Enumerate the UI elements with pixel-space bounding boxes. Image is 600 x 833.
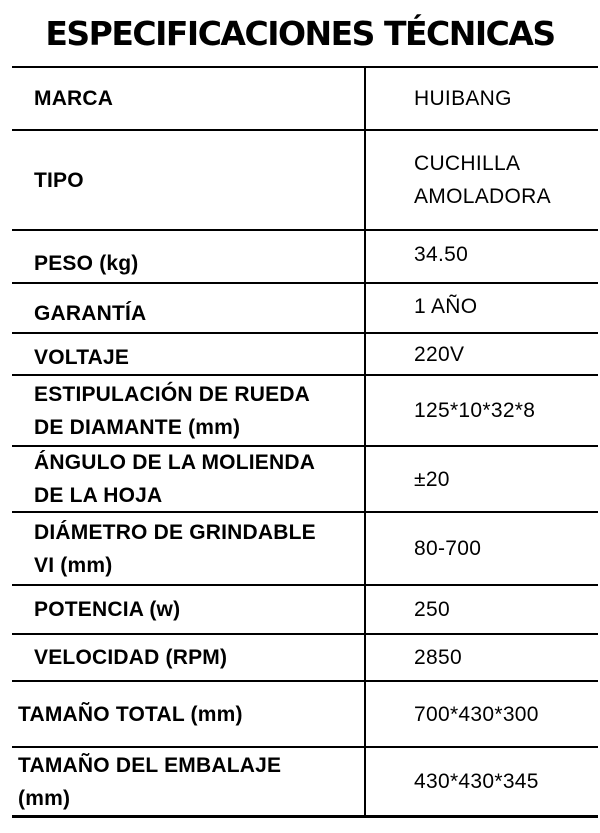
spec-label-angulo: ÁNGULO DE LA MOLIENDA DE LA HOJA xyxy=(34,451,316,507)
spec-label-garantia: GARANTÍA xyxy=(34,301,147,325)
spec-label-voltaje: VOLTAJE xyxy=(34,345,130,369)
spec-label-velocidad: VELOCIDAD (RPM) xyxy=(34,646,228,669)
spec-value-diametro: 80-700 xyxy=(414,537,482,560)
spec-value-tamano-total: 700*430*300 xyxy=(414,702,539,726)
spec-value-velocidad: 2850 xyxy=(414,646,462,669)
spec-label-tamano-total: TAMAÑO TOTAL (mm) xyxy=(18,702,243,726)
spec-value-tamano-embalaje: 430*430*345 xyxy=(414,770,539,793)
spec-label-estipulacion: ESTIPULACIÓN DE RUEDA DE DIAMANTE (mm) xyxy=(34,382,311,439)
spec-value-tipo: CUCHILLA AMOLADORA xyxy=(414,152,551,208)
spec-value-garantia: 1 AÑO xyxy=(414,294,478,318)
spec-label-tipo: TIPO xyxy=(34,168,84,192)
column-divider xyxy=(364,66,366,816)
spec-label-peso: PESO (kg) xyxy=(34,252,139,275)
spec-value-potencia: 250 xyxy=(414,598,450,621)
spec-label-potencia: POTENCIA (w) xyxy=(34,598,181,621)
spec-label-tamano-embalaje: TAMAÑO DEL EMBALAJE (mm) xyxy=(18,753,282,810)
page-title: ESPECIFICACIONES TÉCNICAS xyxy=(45,14,555,53)
spec-value-angulo: ±20 xyxy=(414,467,450,491)
spec-label-marca: MARCA xyxy=(34,87,114,110)
spec-value-estipulacion: 125*10*32*8 xyxy=(414,399,536,422)
spec-value-voltaje: 220V xyxy=(414,342,465,366)
spec-value-peso: 34.50 xyxy=(414,243,469,266)
spec-value-marca: HUIBANG xyxy=(414,87,512,110)
row-divider xyxy=(12,815,598,818)
spec-label-diametro: DIÁMETRO DE GRINDABLE VI (mm) xyxy=(34,520,316,577)
